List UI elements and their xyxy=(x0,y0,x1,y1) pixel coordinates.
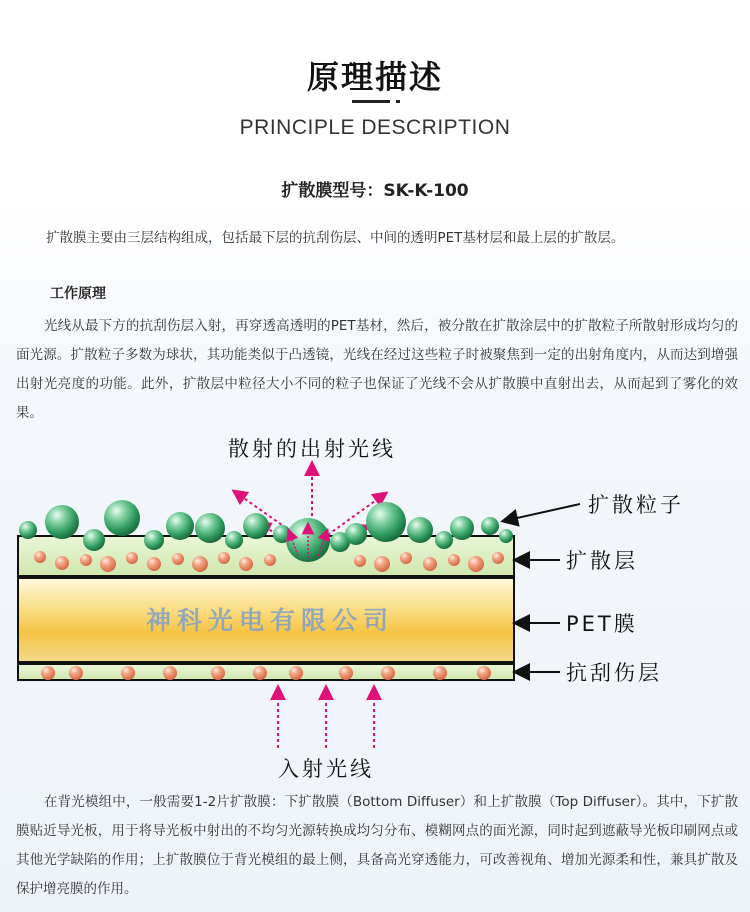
incident-light-arrows xyxy=(278,692,374,748)
layer-callouts xyxy=(508,504,580,672)
label-diffusion-layer: 扩散层 xyxy=(566,549,638,573)
label-diffusion-particles: 扩散粒子 xyxy=(588,493,684,517)
application-text: 在背光模组中，一般需要1-2片扩散膜：下扩散膜（Bottom Diffuser）和上扩散膜（Top Diffuser）。其中，下扩散膜贴近导光板，用于将导光板中射出的不均匀光源转换成均匀分布、模糊网点的面光源，同时起到遮蔽导光板印刷网点或其他光学缺陷的作用；上扩散膜位于背光模组的最上侧，具备高光穿透能力，可改善视角、增加光源柔和性，兼具扩散及保护增亮膜的作用。 xyxy=(16,794,738,897)
working-principle-text: 光线从最下方的抗刮伤层入射，再穿透高透明的PET基材，然后，被分散在扩散涂层中的扩散粒子所散射形成均匀的面光源。扩散粒子多数为球状，其功能类似于凸透镜，光线在经过这些粒子时被聚焦到一定的出射角度内，从而达到增强出射光亮度的功能。此外，扩散层中粒径大小不同的粒子也保证了光线不会从扩散膜中直射出去，从而起到了雾化的效果。 xyxy=(16,318,738,421)
diagram-svg xyxy=(0,430,750,790)
page-title: 原理描述 xyxy=(306,58,443,96)
diffuser-film-diagram xyxy=(0,430,750,790)
label-pet-film: PET膜 xyxy=(566,612,638,636)
title-underline-dot xyxy=(396,100,400,103)
title-underline xyxy=(352,100,390,103)
intro-text: 扩散膜主要由三层结构组成，包括最下层的抗刮伤层、中间的透明PET基材层和最上层的扩散层。 xyxy=(46,230,625,246)
section-heading-working-principle: 工作原理 xyxy=(50,286,106,302)
company-watermark: 神科光电有限公司 xyxy=(145,606,395,635)
incident-light-label: 入射光线 xyxy=(278,757,374,781)
label-anti-scratch-layer: 抗刮伤层 xyxy=(566,661,662,685)
outgoing-light-label: 散射的出射光线 xyxy=(228,437,396,461)
model-number: 扩散膜型号：SK-K-100 xyxy=(281,181,469,201)
page-subtitle: PRINCIPLE DESCRIPTION xyxy=(239,116,511,139)
